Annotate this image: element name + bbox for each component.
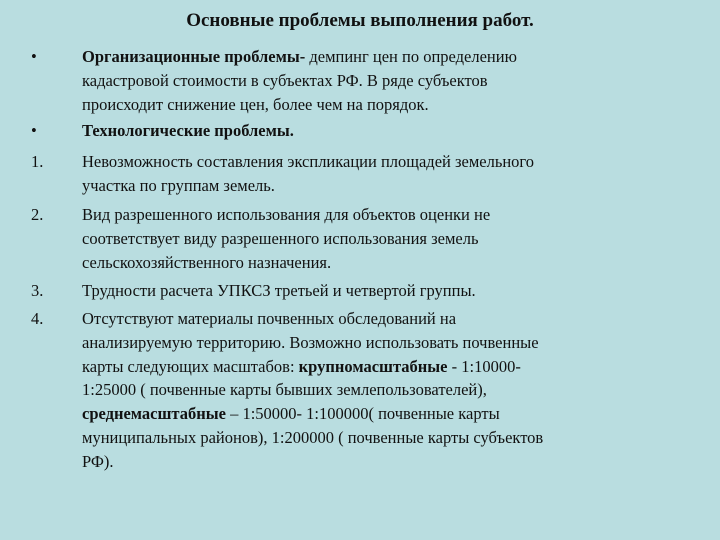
bullet-marker: • — [31, 47, 37, 66]
list-item-text — [82, 307, 662, 474]
text-line: анализируемую территорию. Возможно использовать почвенные — [82, 332, 539, 352]
bold-term: крупномасштабные — [298, 356, 448, 376]
bold-heading: Организационные проблемы- — [82, 47, 306, 66]
text-line: сельскохозяйственного назначения. — [82, 252, 332, 272]
bold-heading: Технологические проблемы. — [82, 121, 294, 140]
slide-title: Основные проблемы выполнения работ. — [186, 10, 534, 31]
text-run: – 1:50000- 1:100000( почвенные карты — [225, 404, 500, 424]
bullet-marker: • — [31, 121, 37, 140]
bold-term: среднемасштабные — [82, 404, 226, 424]
text-line: соответствует виду разрешенного использования земель — [82, 228, 479, 248]
text-line — [82, 402, 662, 426]
list-item-text — [82, 279, 662, 303]
list-item-text — [82, 203, 662, 274]
text-line — [82, 355, 662, 379]
text-line: Вид разрешенного использования для объектов оценки не — [82, 205, 491, 224]
text-line: РФ). — [82, 451, 114, 471]
number-marker: 3. — [31, 281, 44, 300]
text-line: муниципальных районов), 1:200000 ( почвенные карты субъектов — [82, 427, 544, 447]
text-line: происходит снижение цен, более чем на порядок. — [82, 94, 429, 114]
text-line — [82, 45, 662, 69]
list-item-text — [82, 45, 662, 116]
text-line: Невозможность составления экспликации площадей земельного — [82, 152, 535, 171]
number-marker: 4. — [31, 309, 44, 328]
text-line: Отсутствуют материалы почвенных обследований на — [82, 309, 457, 328]
list-item-text — [82, 150, 662, 198]
text-line: кадастровой стоимости в субъектах РФ. В ряде субъектов — [82, 70, 488, 90]
number-marker: 2. — [31, 205, 44, 224]
text-line: участка по группам земель. — [82, 175, 275, 195]
text-run: карты следующих масштабов: — [82, 356, 299, 376]
list-item-text — [82, 119, 662, 143]
number-marker: 1. — [31, 152, 44, 171]
text-run: - 1:10000- — [447, 356, 521, 376]
text-line: Трудности расчета УПКСЗ третьей и четвертой группы. — [82, 281, 476, 300]
text-run: демпинг цен по определению — [305, 47, 517, 66]
text-line: 1:25000 ( почвенные карты бывших землепользователей), — [82, 380, 487, 400]
text-line — [82, 119, 662, 143]
